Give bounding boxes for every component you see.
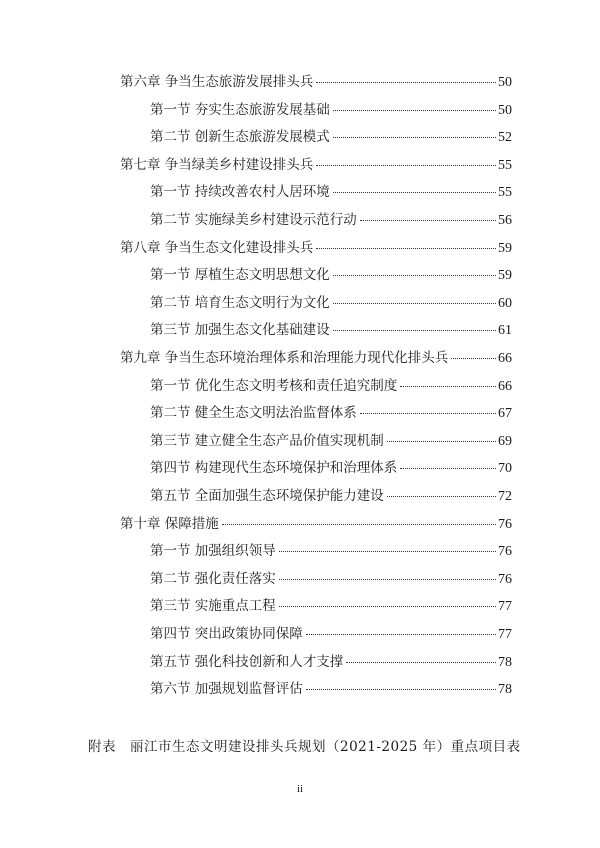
toc-page-number: 78	[498, 654, 512, 670]
toc-entry-title: 第三节 建立健全生态产品价值实现机制	[150, 432, 384, 449]
toc-section-entry[interactable]	[150, 679, 512, 699]
toc-entry-title: 第八章 争当生态文化建设排头兵	[120, 239, 314, 256]
toc-entry-title: 第七章 争当绿美乡村建设排头兵	[120, 156, 314, 173]
toc-dot-leader	[360, 220, 496, 221]
toc-chapter-entry[interactable]	[120, 514, 512, 534]
toc-entry-title: 第二节 培育生态文明行为文化	[150, 294, 330, 311]
toc-dot-leader	[222, 524, 496, 525]
toc-section-entry[interactable]	[150, 458, 512, 478]
toc-entry-title: 第二节 实施绿美乡村建设示范行动	[150, 212, 357, 228]
toc-section-entry[interactable]	[150, 624, 512, 644]
toc-page-number: 67	[498, 406, 512, 422]
toc-dot-leader	[333, 303, 496, 304]
toc-section-entry[interactable]	[150, 596, 512, 616]
toc-page-number: 76	[498, 571, 512, 587]
toc-page-number: 66	[498, 351, 512, 366]
toc-dot-leader	[316, 248, 496, 249]
toc-entry-title: 第一节 夯实生态旅游发展基础	[150, 101, 330, 118]
toc-entry-title: 第一节 持续改善农村人居环境	[150, 184, 330, 201]
toc-entry-title: 第五节 强化科技创新和人才支撑	[150, 653, 344, 670]
toc-entry-title: 第二节 创新生态旅游发展模式	[150, 129, 330, 146]
toc-section-entry[interactable]	[150, 652, 512, 672]
toc-page-number: 66	[498, 378, 512, 394]
toc-entry-title: 第二节 健全生态文明法治监督体系	[150, 405, 357, 422]
toc-dot-leader	[279, 579, 496, 580]
toc-page-number: 61	[498, 323, 512, 339]
toc-page-number: 59	[498, 268, 512, 284]
toc-dot-leader	[360, 413, 496, 414]
toc-entry-title: 第九章 争当生态环境治理体系和治理能力现代化排头兵	[120, 350, 449, 366]
toc-entry-title: 第一节 加强组织领导	[150, 543, 276, 560]
toc-entry-title: 第十章 保障措施	[120, 515, 219, 532]
toc-dot-leader	[400, 468, 496, 469]
toc-entry-title: 第六章 争当生态旅游发展排头兵	[120, 74, 314, 90]
toc-section-entry[interactable]	[150, 541, 512, 561]
toc-page-number: 55	[498, 185, 512, 201]
toc-entry-title: 第三节 加强生态文化基础建设	[150, 322, 330, 339]
toc-section-entry[interactable]	[150, 182, 512, 202]
toc-entry-title: 第二节 强化责任落实	[150, 570, 276, 587]
toc-dot-leader	[316, 165, 496, 166]
toc-section-entry[interactable]	[150, 127, 512, 147]
toc-page-number: 70	[498, 461, 512, 477]
appendix-entry[interactable]: 附表 丽江市生态文明建设排头兵规划（2021-2025 年）重点项目表	[88, 739, 521, 755]
toc-entry-title: 第四节 构建现代生态环境保护和治理体系	[150, 460, 398, 477]
toc-section-entry[interactable]	[150, 293, 512, 313]
page-number: ii	[296, 783, 304, 795]
toc-dot-leader	[306, 634, 496, 635]
toc-dot-leader	[279, 606, 496, 607]
toc-entry-title: 第三节 实施重点工程	[150, 598, 276, 615]
toc-dot-leader	[333, 275, 496, 276]
toc-page-number: 69	[498, 433, 512, 449]
toc-chapter-entry[interactable]	[120, 72, 512, 92]
toc-section-entry[interactable]	[150, 569, 512, 589]
toc-dot-leader	[400, 386, 496, 387]
toc-page-number: 76	[498, 544, 512, 560]
toc-dot-leader	[346, 662, 496, 663]
toc-dot-leader	[333, 330, 496, 331]
toc-page-number: 76	[498, 516, 512, 532]
toc-page-number: 56	[498, 213, 512, 228]
toc-page-number: 77	[498, 599, 512, 615]
toc-dot-leader	[306, 689, 496, 690]
toc-section-entry[interactable]	[150, 210, 512, 230]
toc-page-number: 50	[498, 75, 512, 90]
toc-dot-leader	[387, 441, 496, 442]
toc-page-number: 55	[498, 157, 512, 173]
toc-entry-title: 第六节 加强规划监督评估	[150, 681, 303, 698]
toc-entry-title: 第一节 厚植生态文明思想文化	[150, 267, 330, 284]
toc-page-number: 77	[498, 627, 512, 642]
toc-page-number: 60	[498, 295, 512, 311]
toc-section-entry[interactable]	[150, 100, 512, 120]
toc-page-number: 59	[498, 240, 512, 256]
toc-chapter-entry[interactable]	[120, 155, 512, 175]
toc-dot-leader	[316, 82, 496, 83]
toc-section-entry[interactable]	[150, 376, 512, 396]
toc-entry-title: 第四节 突出政策协同保障	[150, 626, 303, 642]
toc-page-number: 72	[498, 489, 512, 504]
toc-section-entry[interactable]	[150, 431, 512, 451]
toc-section-entry[interactable]	[150, 403, 512, 423]
toc-section-entry[interactable]	[150, 265, 512, 285]
toc-dot-leader	[333, 192, 496, 193]
toc-page-number: 52	[498, 130, 512, 146]
toc-section-entry[interactable]	[150, 320, 512, 340]
toc-dot-leader	[387, 496, 496, 497]
toc-entry-title: 第五节 全面加强生态环境保护能力建设	[150, 488, 384, 504]
toc-dot-leader	[333, 137, 496, 138]
toc-dot-leader	[333, 110, 496, 111]
toc-section-entry[interactable]	[150, 486, 512, 506]
toc-dot-leader	[279, 551, 496, 552]
toc-chapter-entry[interactable]	[120, 238, 512, 258]
toc-entry-title: 第一节 优化生态文明考核和责任追究制度	[150, 377, 398, 394]
toc-chapter-entry[interactable]	[120, 348, 512, 368]
toc-page-number: 78	[498, 682, 512, 698]
toc-dot-leader	[451, 358, 496, 359]
toc-page-number: 50	[498, 102, 512, 118]
